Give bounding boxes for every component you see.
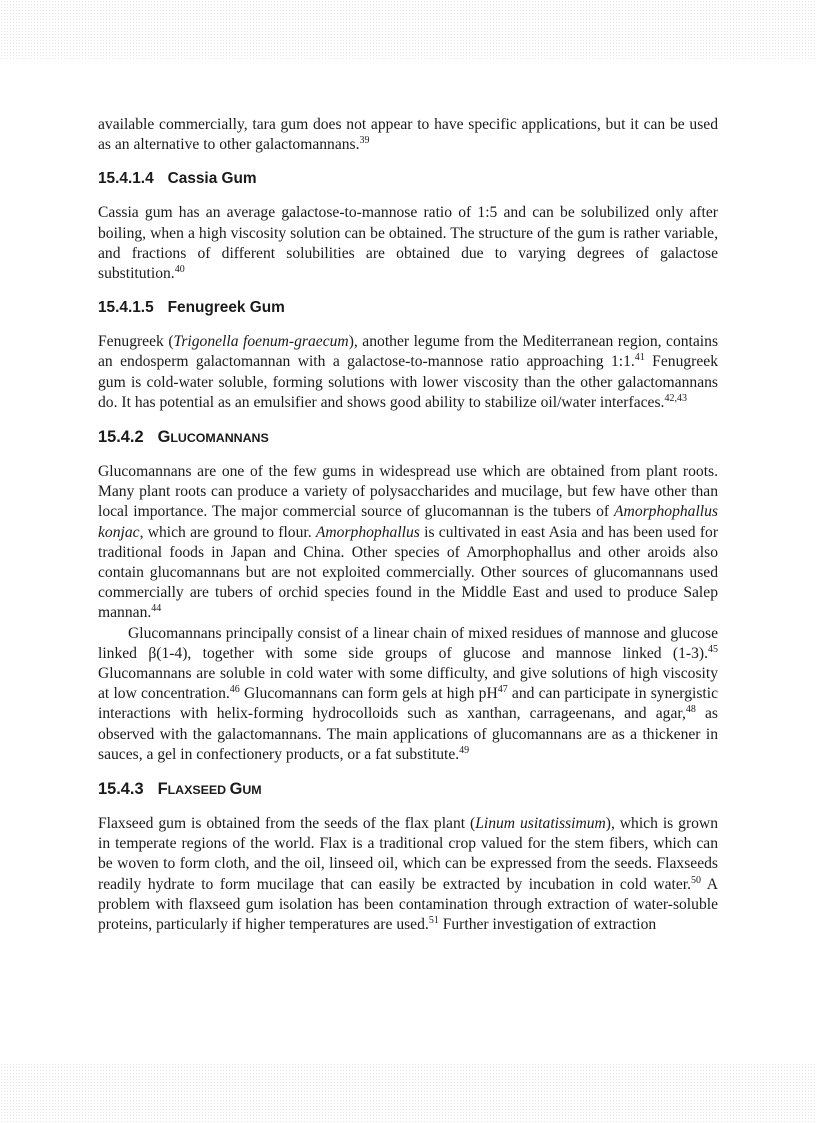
- section-number: 15.4.3: [98, 780, 144, 799]
- reference-39: 39: [359, 135, 370, 147]
- glucomannans-text: and can participate in synergistic interactions with helix-forming hydrocolloids such as xanthan, carrageenans, and agar,: [98, 685, 719, 723]
- cassia-text: Cassia gum has an average galactose-to-mannose ratio of 1:5 and can be solubilized only after boiling, when a high viscosity solution can be obtained. The structure of the gum is rather variable, and fractions of different solubilities are obtained due to varying degrees of galactose substitution.: [98, 204, 718, 283]
- reference-46: 46: [229, 684, 240, 696]
- species-name: Amorphophallus konjac: [98, 503, 718, 541]
- reference-48: 48: [685, 704, 696, 716]
- fenugreek-paragraph: [98, 332, 718, 413]
- page-body: [98, 115, 718, 935]
- reference-44: 44: [151, 603, 162, 615]
- flaxseed-text: ), which is grown in temperate regions of the world. Flax is a traditional crop valued for the stem fibers, which can be woven to form cloth, and the oil, linseed oil, which can be expressed from the seeds. Flaxseeds readily hydrate to form mucilage that can easily be extracted by incubation in cold water.: [98, 815, 718, 893]
- reference-51: 51: [428, 915, 439, 927]
- glucomannans-text: Glucomannans are one of the few gums in widespread use which are obtained from plant roots. Many plant roots can produce a variety of polysaccharides and mucilage, but few have other than local importance. The major commercial source of glucomannan is the tubers of: [98, 463, 718, 521]
- flaxseed-paragraph: [98, 814, 718, 935]
- section-title: Cassia Gum: [167, 170, 257, 188]
- intro-paragraph: [98, 115, 718, 155]
- reference-45: 45: [708, 643, 718, 655]
- glucomannans-text: Glucomannans are soluble in cold water with some difficulty, and give solutions of high viscosity at low concentration.: [98, 665, 718, 703]
- scan-noise-bottom: [0, 1063, 816, 1123]
- glucomannans-paragraph-1: [98, 462, 718, 624]
- scan-noise-top: [0, 0, 816, 60]
- reference-49: 49: [459, 744, 470, 756]
- species-name: Linum usitatissimum: [475, 815, 606, 833]
- section-number: 15.4.1.4: [98, 170, 154, 188]
- section-title-initial: G: [229, 780, 243, 799]
- glucomannans-text: Glucomannans principally consist of a linear chain of mixed residues of mannose and glucose linked β(1-4), together with some side groups of glucose and mannose linked (1-3).: [98, 624, 718, 662]
- section-title-rest: LUCOMANNANS: [170, 431, 269, 446]
- glucomannans-text: , which are ground to flour.: [139, 523, 316, 541]
- section-title-initial: F: [157, 780, 168, 799]
- heading-glucomannans: [98, 427, 718, 448]
- glucomannans-text: as observed with the galactomannans. The main applications of glucomannans are as a thickener in sauces, a gel in confectionery products, or a fat substitute.: [98, 705, 718, 763]
- glucomannans-text: is cultivated in east Asia and has been used for traditional foods in Japan and China. Other species of Amorphophallus and other aroids also contain glucomannans but are not exploited commercially. Other sources of glucomannans used commercially are tubers of orchid species found in the Middle East and used to produce Salep mannan.: [98, 523, 719, 622]
- heading-cassia-gum: [98, 169, 718, 189]
- section-number: 15.4.2: [98, 428, 144, 447]
- section-title-rest: LAXSEED: [167, 783, 230, 798]
- fenugreek-text: Fenugreek (: [98, 333, 174, 351]
- heading-flaxseed-gum: [98, 779, 718, 800]
- species-name: Trigonella foenum-graecum: [173, 333, 349, 351]
- flaxseed-text: Further investigation of extraction: [438, 916, 657, 934]
- heading-fenugreek-gum: [98, 298, 718, 318]
- fenugreek-text: Fenugreek gum is cold-water soluble, forming solutions with lower viscosity than the other galactomannans do. It has potential as an emulsifier and shows good ability to stabilize oil/water interfaces.: [98, 353, 718, 411]
- section-title-initial: G: [157, 428, 171, 447]
- flaxseed-text: A problem with flaxseed gum isolation has been contamination through extraction of water-soluble proteins, particularly if higher temperatures are used.: [98, 875, 718, 934]
- section-title: Fenugreek Gum: [167, 299, 285, 317]
- species-name: Amorphophallus: [315, 523, 420, 541]
- flaxseed-text: Flaxseed gum is obtained from the seeds of the flax plant (: [98, 815, 476, 833]
- cassia-paragraph: [98, 203, 718, 284]
- fenugreek-text: ), another legume from the Mediterranean region, contains an endosperm galactomannan with a galactose-to-mannose ratio approaching 1:1.: [98, 333, 719, 371]
- section-title-rest: UM: [242, 783, 262, 798]
- glucomannans-paragraph-2: [98, 624, 718, 765]
- reference-47: 47: [497, 684, 508, 696]
- glucomannans-text: Glucomannans can form gels at high pH: [239, 685, 498, 703]
- reference-50: 50: [691, 874, 701, 886]
- reference-40: 40: [174, 264, 185, 276]
- section-number: 15.4.1.5: [98, 299, 154, 317]
- intro-text: available commercially, tara gum does not appear to have specific applications, but it can be used as an alternative to other galactomannans.: [98, 116, 718, 154]
- reference-42-43: 42,43: [664, 392, 687, 404]
- reference-41: 41: [634, 352, 645, 364]
